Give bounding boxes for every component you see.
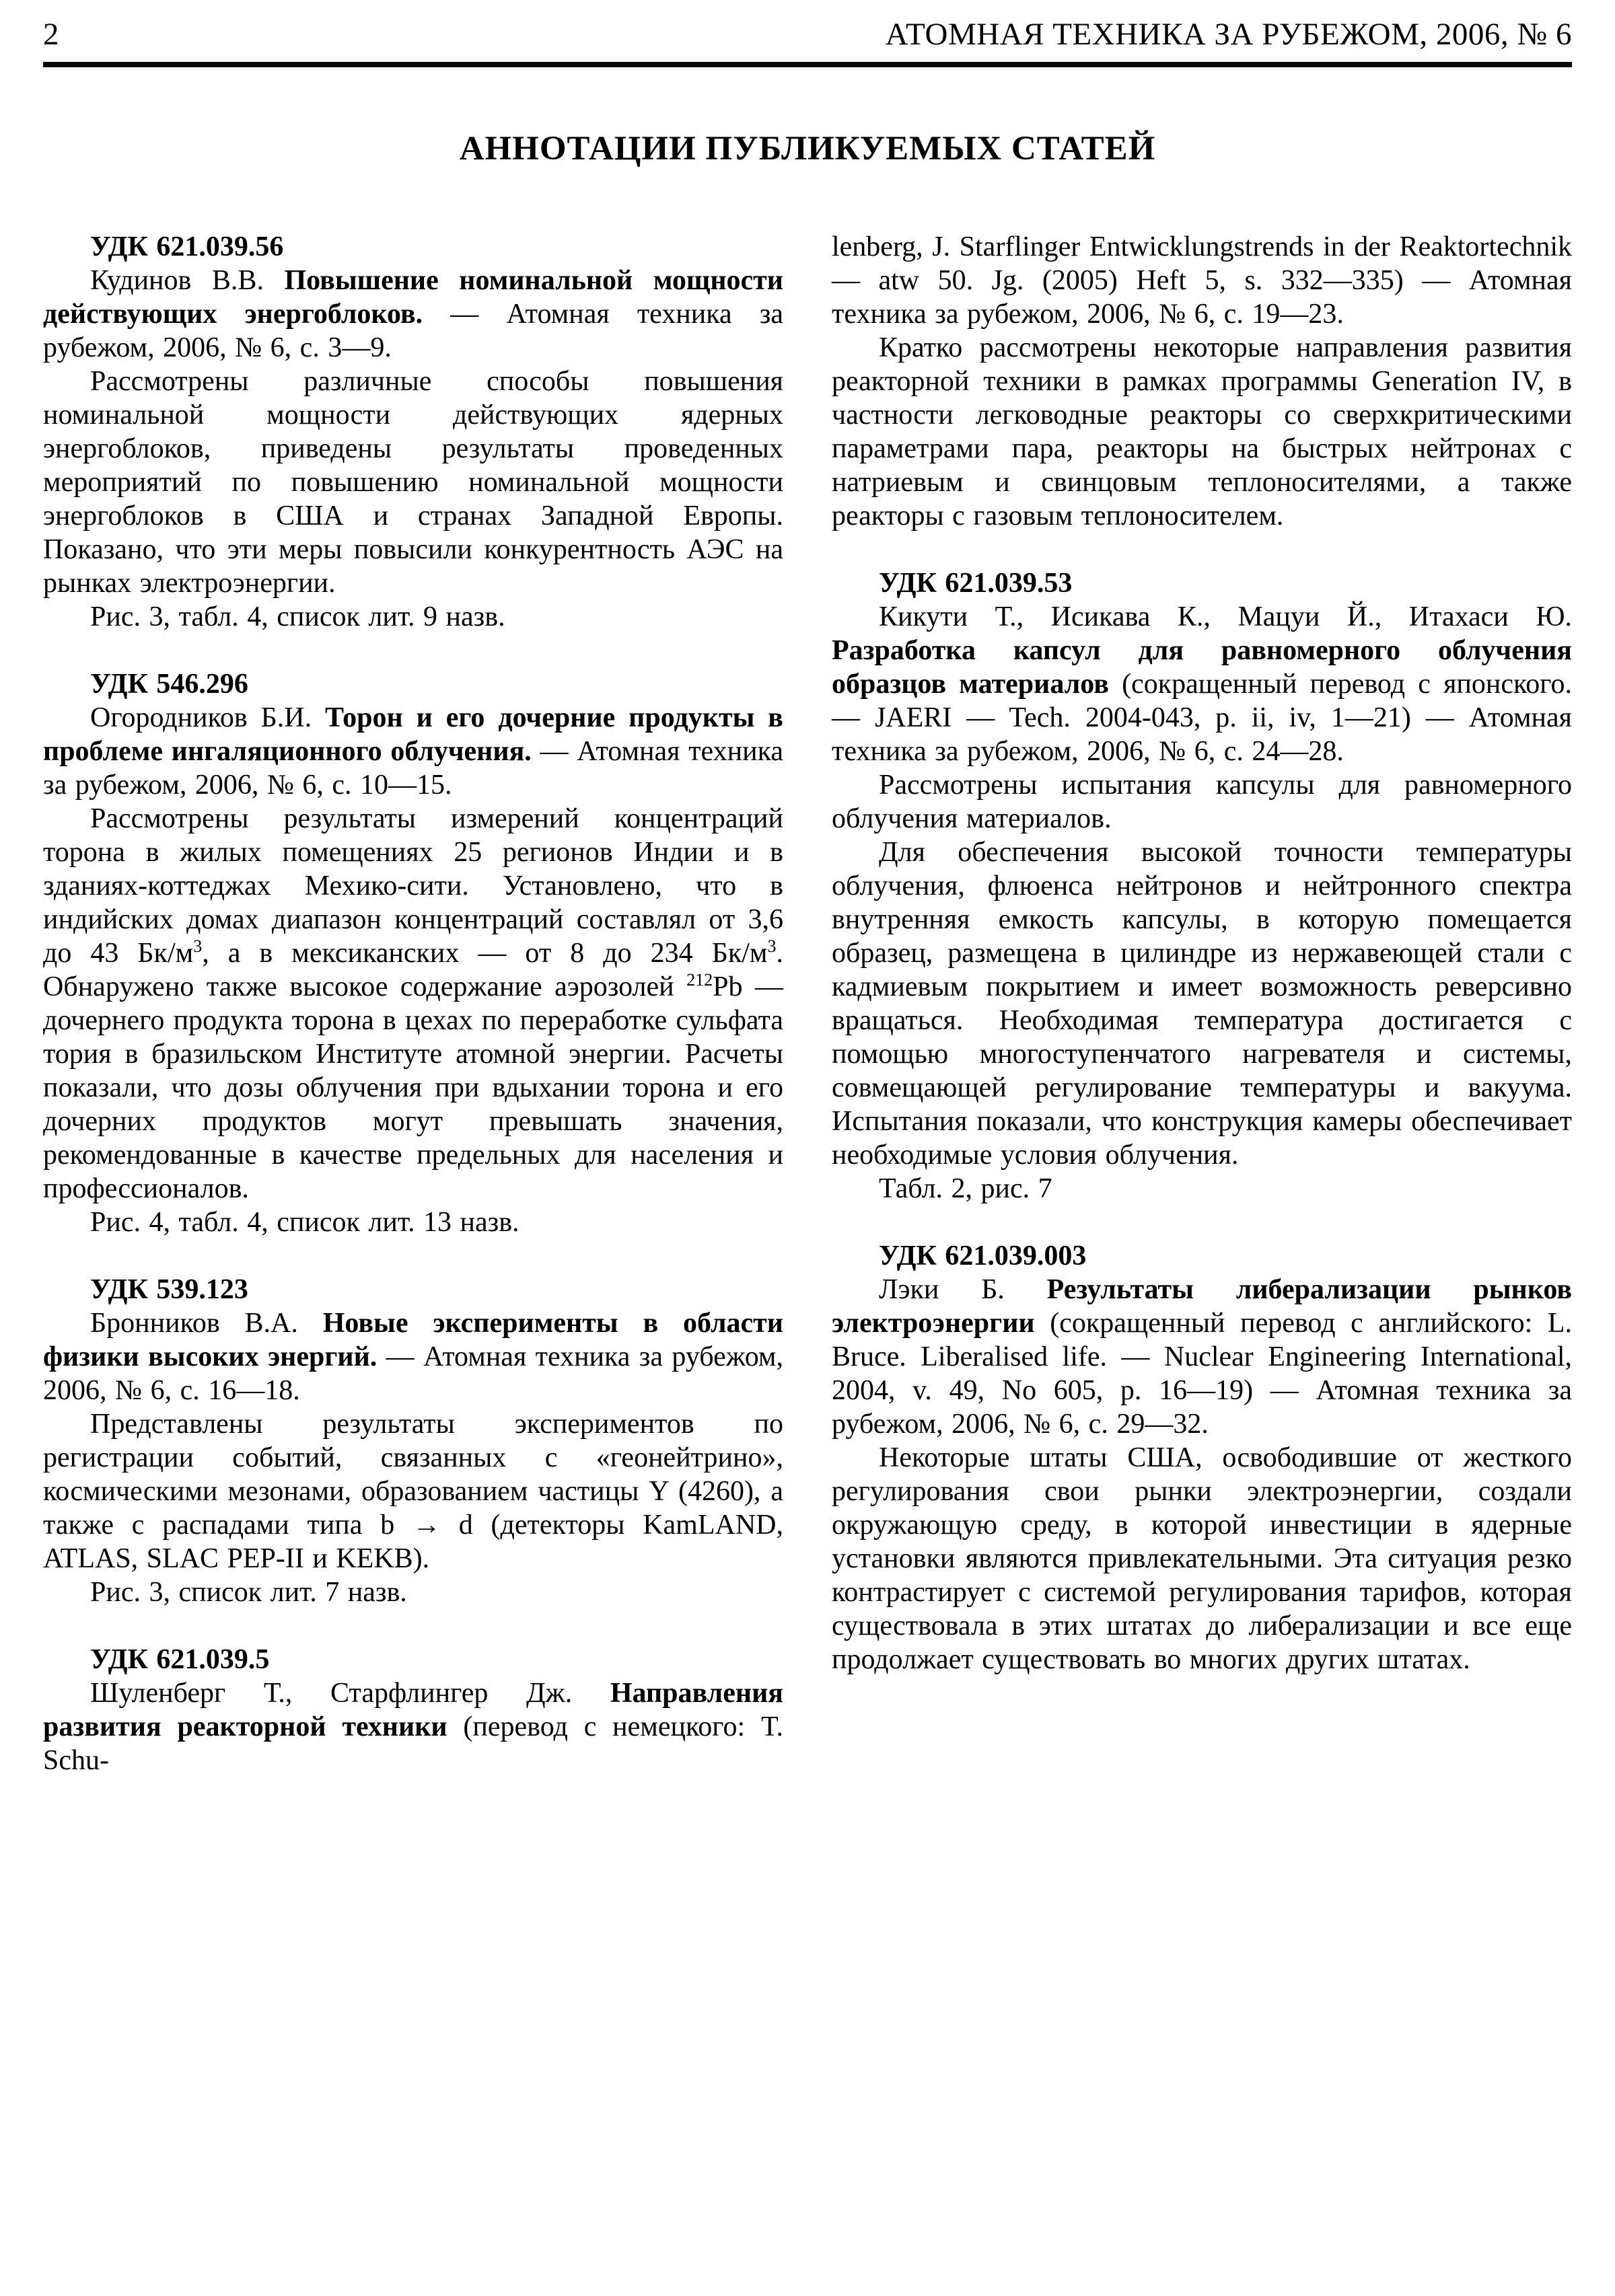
figure-reference <box>43 1576 783 1609</box>
text-run: УДК 539.123 <box>90 1274 248 1305</box>
figure-reference <box>43 600 783 634</box>
abstract-paragraph <box>832 230 1572 331</box>
abstracts-columns <box>43 230 1572 1777</box>
text-run: Рассмотрены результаты измерений концентраций торона в жилых помещениях 25 регионов Индии и в зданиях-коттеджах Мехико-сити. Установлено, что в индийских домах диапазон концентраций составлял от 3,6 до 43 Бк/м <box>43 803 783 969</box>
abstract-paragraph <box>832 836 1572 1172</box>
text-run: (перевод с немецкого: T. Schu- <box>43 1711 783 1776</box>
udk-code <box>43 230 783 264</box>
text-run: Рис. 4, табл. 4, список лит. 13 назв. <box>90 1207 519 1238</box>
abstract-paragraph <box>832 331 1572 533</box>
text-run: Рис. 3, список лит. 7 назв. <box>90 1577 407 1608</box>
udk-code <box>43 1273 783 1306</box>
abstract-paragraph <box>832 1441 1572 1676</box>
text-run: — Атомная техника за рубежом, 2006, № 6, с. 3—9. <box>43 299 784 363</box>
journal-header-title: АТОМНАЯ ТЕХНИКА ЗА РУБЕЖОМ, 2006, № 6 <box>885 17 1572 52</box>
header-rule <box>43 62 1572 67</box>
superscript-run: 3 <box>193 936 203 956</box>
text-run: Некоторые штаты США, освободившие от жесткого регулирования свои рынки электроэнергии, создали окружающую среду, в которой инвестиции в ядерные установки являются привлекательными. Эта ситуация резко контрастирует с системой регулирования тарифов, которая существовала в этих штатах до либерализации и все еще продолжает существовать во многих других штатах. <box>832 1442 1572 1675</box>
article-title-run: Разработка капсул для равномерного облучения образцов материалов <box>832 635 1572 700</box>
superscript-run: 212 <box>686 970 713 990</box>
abstract-paragraph <box>832 768 1572 836</box>
figure-reference <box>832 1172 1572 1206</box>
text-run: Лэки Б. <box>879 1274 1047 1305</box>
abstract-paragraph <box>43 1407 783 1576</box>
text-run: , а в мексиканских — от 8 до 234 Бк/м <box>202 938 768 969</box>
text-run: Для обеспечения высокой точности температуры облучения, флюенса нейтронов и нейтронного спектра внутренняя емкость капсулы, в которую помещается образец, размещена в цилиндре из нержавеющей стали с кадмиевым покрытием и имеет возможность реверсивно вращаться. Необходимая температура достигается с помощью многоступенчатого нагревателя и системы, совмещающей регулирование температуры и вакуума. Испытания показали, что конструкция камеры обеспечивает необходимые условия облучения. <box>832 837 1572 1171</box>
article-title-run: Повышение номинальной мощности действующих энергоблоков. <box>43 265 783 330</box>
text-run: Табл. 2, рис. 7 <box>879 1173 1052 1204</box>
text-run: УДК 621.039.56 <box>90 231 284 262</box>
page-header <box>43 15 1572 54</box>
abstract-paragraph <box>832 1273 1572 1441</box>
column-left <box>43 230 783 1777</box>
abstract-paragraph <box>43 264 783 365</box>
text-run: Рассмотрены испытания капсулы для равномерного облучения материалов. <box>832 770 1572 834</box>
abstract-paragraph <box>832 600 1572 768</box>
abstract-paragraph <box>43 1306 783 1407</box>
abstract-paragraph <box>43 701 783 802</box>
text-run: УДК 546.296 <box>90 669 248 700</box>
text-run: Кудинов В.В. <box>90 265 285 296</box>
text-run: — Атомная техника за рубежом, 2006, № 6, с. 16—18. <box>43 1341 783 1406</box>
text-run: — Атомная техника за рубежом, 2006, № 6, с. 10—15. <box>43 736 784 801</box>
figure-reference <box>43 1206 783 1239</box>
superscript-run: 3 <box>767 936 777 956</box>
text-run: (сокращенный перевод с японского. — JAERI — Tech. 2004-043, p. ii, iv, 1—21) — Атомная техника за рубежом, 2006, № 6, с. 24—28. <box>832 669 1572 767</box>
udk-code <box>832 1239 1572 1273</box>
article-title-run: Направления развития реакторной техники <box>43 1678 783 1742</box>
text-run: (сокращенный перевод с английского: L. Bruce. Liberalised life. — Nuclear Engineering International, 2004, v. 49, No 605, p. 16—19) — Атомная техника за рубежом, 2006, № 6, с. 29—32. <box>832 1308 1572 1440</box>
article-title-run: Новые эксперименты в области физики высоких энергий. <box>43 1308 783 1372</box>
text-run: Рис. 3, табл. 4, список лит. 9 назв. <box>90 601 505 632</box>
article-title-run: Торон и его дочерние продукты в проблеме ингаляционного облучения. <box>43 702 783 767</box>
text-run: Кикути Т., Исикава К., Мацуи Й., Итахаси Ю. <box>879 601 1572 632</box>
text-run: Бронников В.А. <box>90 1308 323 1339</box>
text-run: Представлены результаты экспериментов по регистрации событий, связанных с «геонейтрино», космическими мезонами, образованием частицы Y (4260), а также с распадами типа b → d (детекторы KamLAND, ATLAS, SLAC PEP-II и KEKB). <box>43 1409 783 1574</box>
text-run: . Обнаружено также высокое содержание аэрозолей <box>43 938 783 1002</box>
text-run: Кратко рассмотрены некоторые направления развития реакторной техники в рамках программы Generation IV, в частности легководные реакторы со сверхкритическими параметрами пара, реакторы на быстрых нейтронах с натриевым и свинцовым теплоносителями, а также реакторы с газовым теплоносителем. <box>832 332 1572 531</box>
page-number: 2 <box>43 17 59 52</box>
text-run: Pb — дочернего продукта торона в цехах по переработке сульфата тория в бразильском Институте атомной энергии. Расчеты показали, что дозы облучения при вдыхании торона и его дочерних продуктов могут превышать значения, рекомендованные в качестве предельных для населения и профессионалов. <box>43 971 784 1204</box>
article-title-run: Результаты либерализации рынков электроэнергии <box>832 1274 1572 1339</box>
column-right <box>832 230 1572 1777</box>
abstract-paragraph <box>43 1676 783 1777</box>
text-run: УДК 621.039.003 <box>879 1240 1087 1271</box>
udk-code <box>43 1643 783 1676</box>
text-run: Рассмотрены различные способы повышения номинальной мощности действующих ядерных энергоблоков, приведены результаты проведенных мероприятий по повышению номинальной мощности энергоблоков в США и странах Западной Европы. Показано, что эти меры повысили конкурентность АЭС на рынках электроэнергии. <box>43 366 783 599</box>
section-title: АННОТАЦИИ ПУБЛИКУЕМЫХ СТАТЕЙ <box>459 130 1156 168</box>
abstract-paragraph <box>43 802 783 1206</box>
udk-code <box>832 566 1572 600</box>
udk-code <box>43 667 783 701</box>
text-run: УДК 621.039.5 <box>90 1644 270 1675</box>
text-run: Шуленберг Т., Старфлингер Дж. <box>90 1678 610 1709</box>
text-run: lenberg, J. Starflinger Entwicklungstrends in der Reaktortechnik — atw 50. Jg. (2005) Heft 5, s. 332—335) — Атомная техника за рубежом, 2006, № 6, с. 19—23. <box>832 231 1572 330</box>
abstract-paragraph <box>43 365 783 600</box>
text-run: Огородников Б.И. <box>90 702 326 733</box>
text-run: УДК 621.039.53 <box>879 568 1073 599</box>
